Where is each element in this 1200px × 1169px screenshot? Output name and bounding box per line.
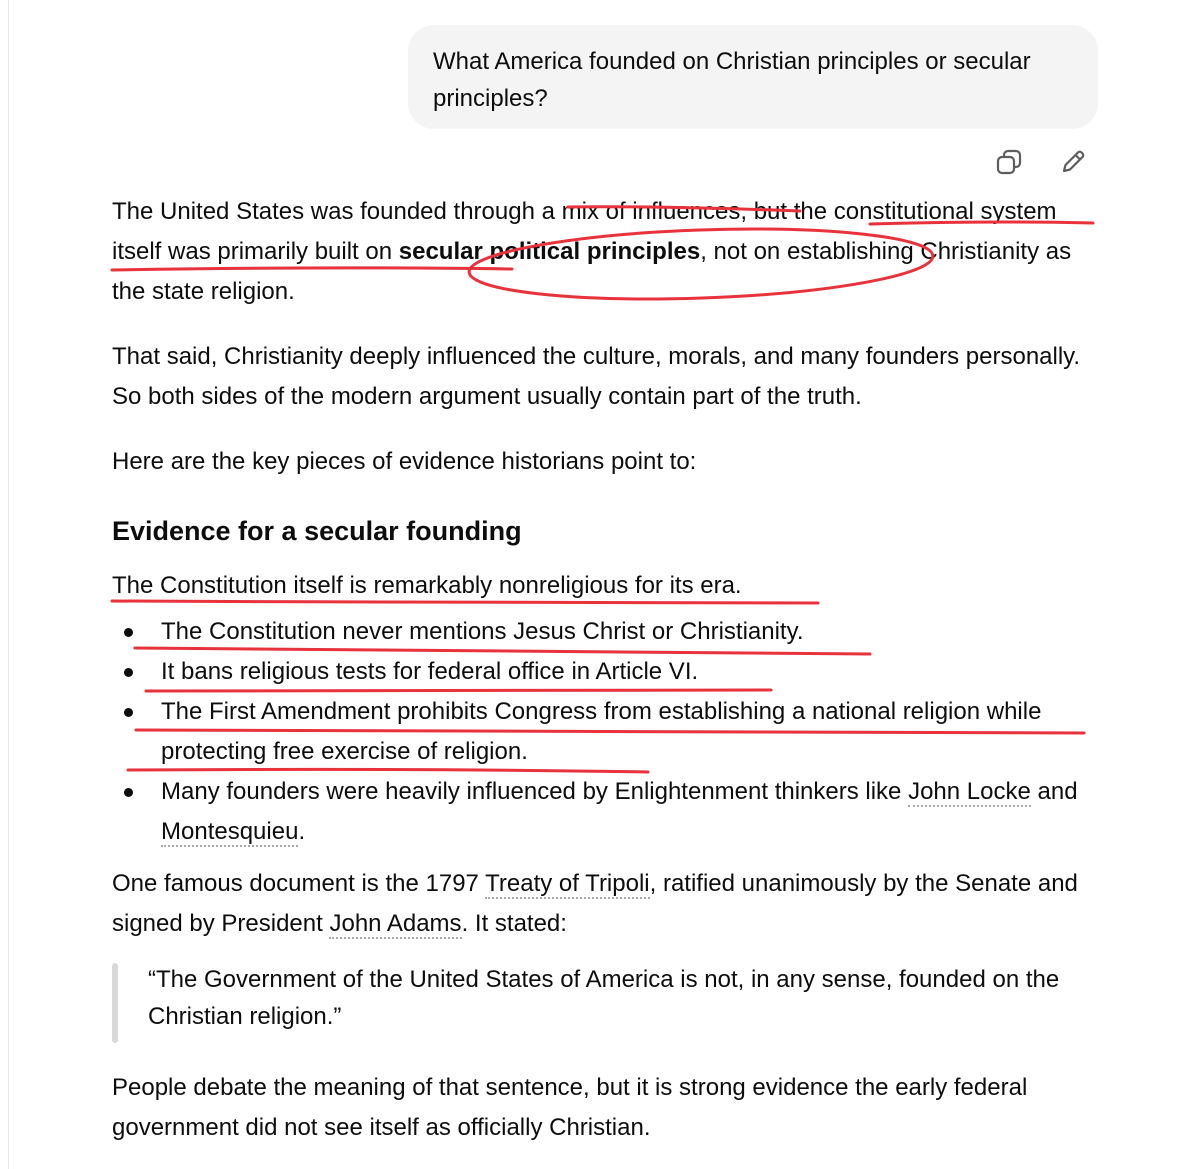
message-actions (992, 145, 1090, 179)
context-paragraph: That said, Christianity deeply influenced the culture, morals, and many founders personally. So both sides of the modern argument usually contain part of the truth. (112, 343, 1081, 410)
evidence-intro-paragraph: Here are the key pieces of evidence historians point to: (112, 448, 697, 475)
john-adams-link[interactable]: John Adams (329, 910, 462, 937)
intro-paragraph (112, 192, 1102, 312)
list-item-text: Many founders were heavily influenced by Enlightenment thinkers like (161, 778, 909, 805)
intro-text-end: , not on establishing Christianity as the state religion. (112, 238, 1072, 305)
list-item (112, 772, 1102, 852)
treaty-quote: “The Government of the United States of America is not, in any sense, founded on the Christian religion.” (112, 961, 1102, 1035)
user-message-bubble (408, 25, 1098, 129)
treaty-text: One famous document is the 1797 (112, 870, 486, 897)
section-heading: Evidence for a secular founding (112, 516, 522, 546)
treaty-text: , ratified unanimously by the Senate and signed by President (112, 870, 1078, 937)
intro-text-start: The United States was founded through a mix of influences, but the constitutional system itself was primarily built on (112, 198, 1057, 265)
montesquieu-link[interactable]: Montesquieu (161, 818, 299, 845)
edit-button[interactable] (1056, 145, 1090, 179)
copy-icon (994, 147, 1024, 177)
treaty-text: . It stated: (461, 910, 567, 937)
intro-bold-phrase: secular political principles (398, 238, 701, 265)
list-item: The First Amendment prohibits Congress from establishing a national religion while protecting free exercise of religion. (112, 692, 1102, 772)
pencil-icon (1058, 147, 1088, 177)
list-item: The Constitution never mentions Jesus Christ or Christianity. (112, 612, 1102, 652)
user-message-text: What America founded on Christian principles or secular principles? (433, 48, 1031, 112)
treaty-paragraph (112, 864, 1102, 944)
list-item-text: . (298, 818, 306, 845)
john-locke-link[interactable]: John Locke (908, 778, 1031, 805)
list-item-text: and (1030, 778, 1078, 805)
section-lead: The Constitution itself is remarkably nonreligious for its era. (112, 572, 742, 599)
treaty-of-tripoli-link[interactable]: Treaty of Tripoli (485, 870, 650, 897)
assistant-response (112, 192, 1102, 1148)
closing-paragraph: People debate the meaning of that sentence, but it is strong evidence the early federal government did not see itself as officially Christian. (112, 1074, 1028, 1141)
sidebar-divider (8, 0, 9, 1169)
list-item: It bans religious tests for federal office in Article VI. (112, 652, 1102, 692)
evidence-list (112, 612, 1102, 852)
copy-button[interactable] (992, 145, 1026, 179)
